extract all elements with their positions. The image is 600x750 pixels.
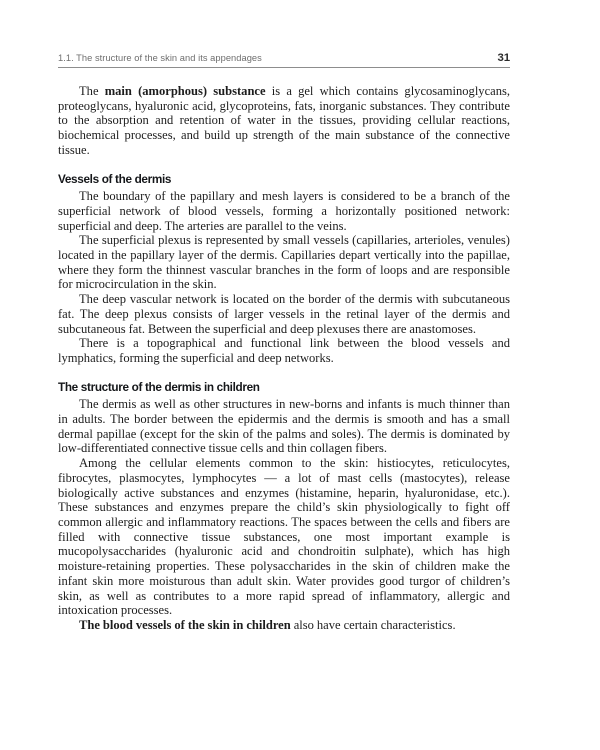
- paragraph-cellular-elements: Among the cellular elements common to the skin: histiocytes, reticulocytes, fibrocytes, plasmocytes, lymphocytes — a lot of mast cells (mastocytes), release biologically active substances and enzymes (histamine, heparin, hyaluronidase, etc.). These substances and enzymes prepare the child’s skin physiologically to fight off common allergic and inflammatory reactions. The spaces between the cells and fibers are filled with connective tissue substances, one most important example is mucopolysaccharides (hyaluronic acid and chondroitin sulphate), which has high moisture-retaining properties. These polysaccharides in the skin of children make the infant skin more moisturous than adult skin. Water provides good turgor of children’s skin, as well as contributes to a more rapid spread of inflammatory, allergic and intoxication processes.: [58, 456, 510, 618]
- paragraph-dermis-in-children: The dermis as well as other structures in new-borns and infants is much thinner than in adults. The border between the epidermis and the dermis is smooth and has a small dermal papillae (except for the skin of the palms and soles). The dermis is dominated by low-differentiated connective tissue cells and thin collagen fibers.: [58, 397, 510, 456]
- page-number: 31: [497, 52, 510, 64]
- body-text-column: [58, 84, 510, 633]
- running-head: [58, 52, 510, 68]
- paragraph-superficial-plexus: The superficial plexus is represented by small vessels (capillaries, arterioles, venules) located in the papillary layer of the dermis. Capillaries depart vertically into the papillae, where they form the thinnest vascular branches in the form of loops and are responsible for microcirculation in the skin.: [58, 233, 510, 292]
- paragraph-blood-vessels-rest-text: also have certain characteristics.: [290, 618, 456, 632]
- bold-term-main-amorphous-substance: main (amorphous) substance: [104, 84, 266, 98]
- spacer-before-heading-children: [58, 366, 510, 381]
- paragraph-vessels-boundary: The boundary of the papillary and mesh layers is considered to be a branch of the superficial network of blood vessels, forming a horizontally positioned network: superficial and deep. The arteries are parallel to the veins.: [58, 189, 510, 233]
- heading-structure-of-the-dermis-in-children: The structure of the dermis in children: [58, 380, 260, 395]
- heading-vessels-of-the-dermis: Vessels of the dermis: [58, 172, 172, 187]
- paragraph-topographical-link: There is a topographical and functional link between the blood vessels and lymphatics, forming the superficial and deep networks.: [58, 336, 510, 365]
- paragraph-lead-text: The: [79, 84, 105, 98]
- bold-term-blood-vessels-of-the-skin-in-children: The blood vessels of the skin in children: [79, 618, 291, 632]
- paragraph-rest-text: is a gel which contains glycosaminoglycans, proteoglycans, hyaluronic acid, glycoproteins, fats, inorganic substances. They contribute to the absorption and retention of water in the tissues, providing cellular reactions, biochemical processes, and build up strength of the main substance of the connective tissue.: [58, 84, 511, 157]
- paragraph-deep-vascular-network: The deep vascular network is located on the border of the dermis with subcutaneous fat. The deep plexus consists of larger vessels in the retinal layer of the dermis and subcutaneous fat. Between the superficial and deep plexuses there are anastomoses.: [58, 292, 510, 336]
- paragraph-amorphous-substance: [58, 84, 510, 158]
- running-head-title: 1.1. The structure of the skin and its appendages: [58, 53, 262, 63]
- paragraph-blood-vessels-children: [58, 618, 510, 633]
- spacer-before-heading-vessels: [58, 158, 510, 173]
